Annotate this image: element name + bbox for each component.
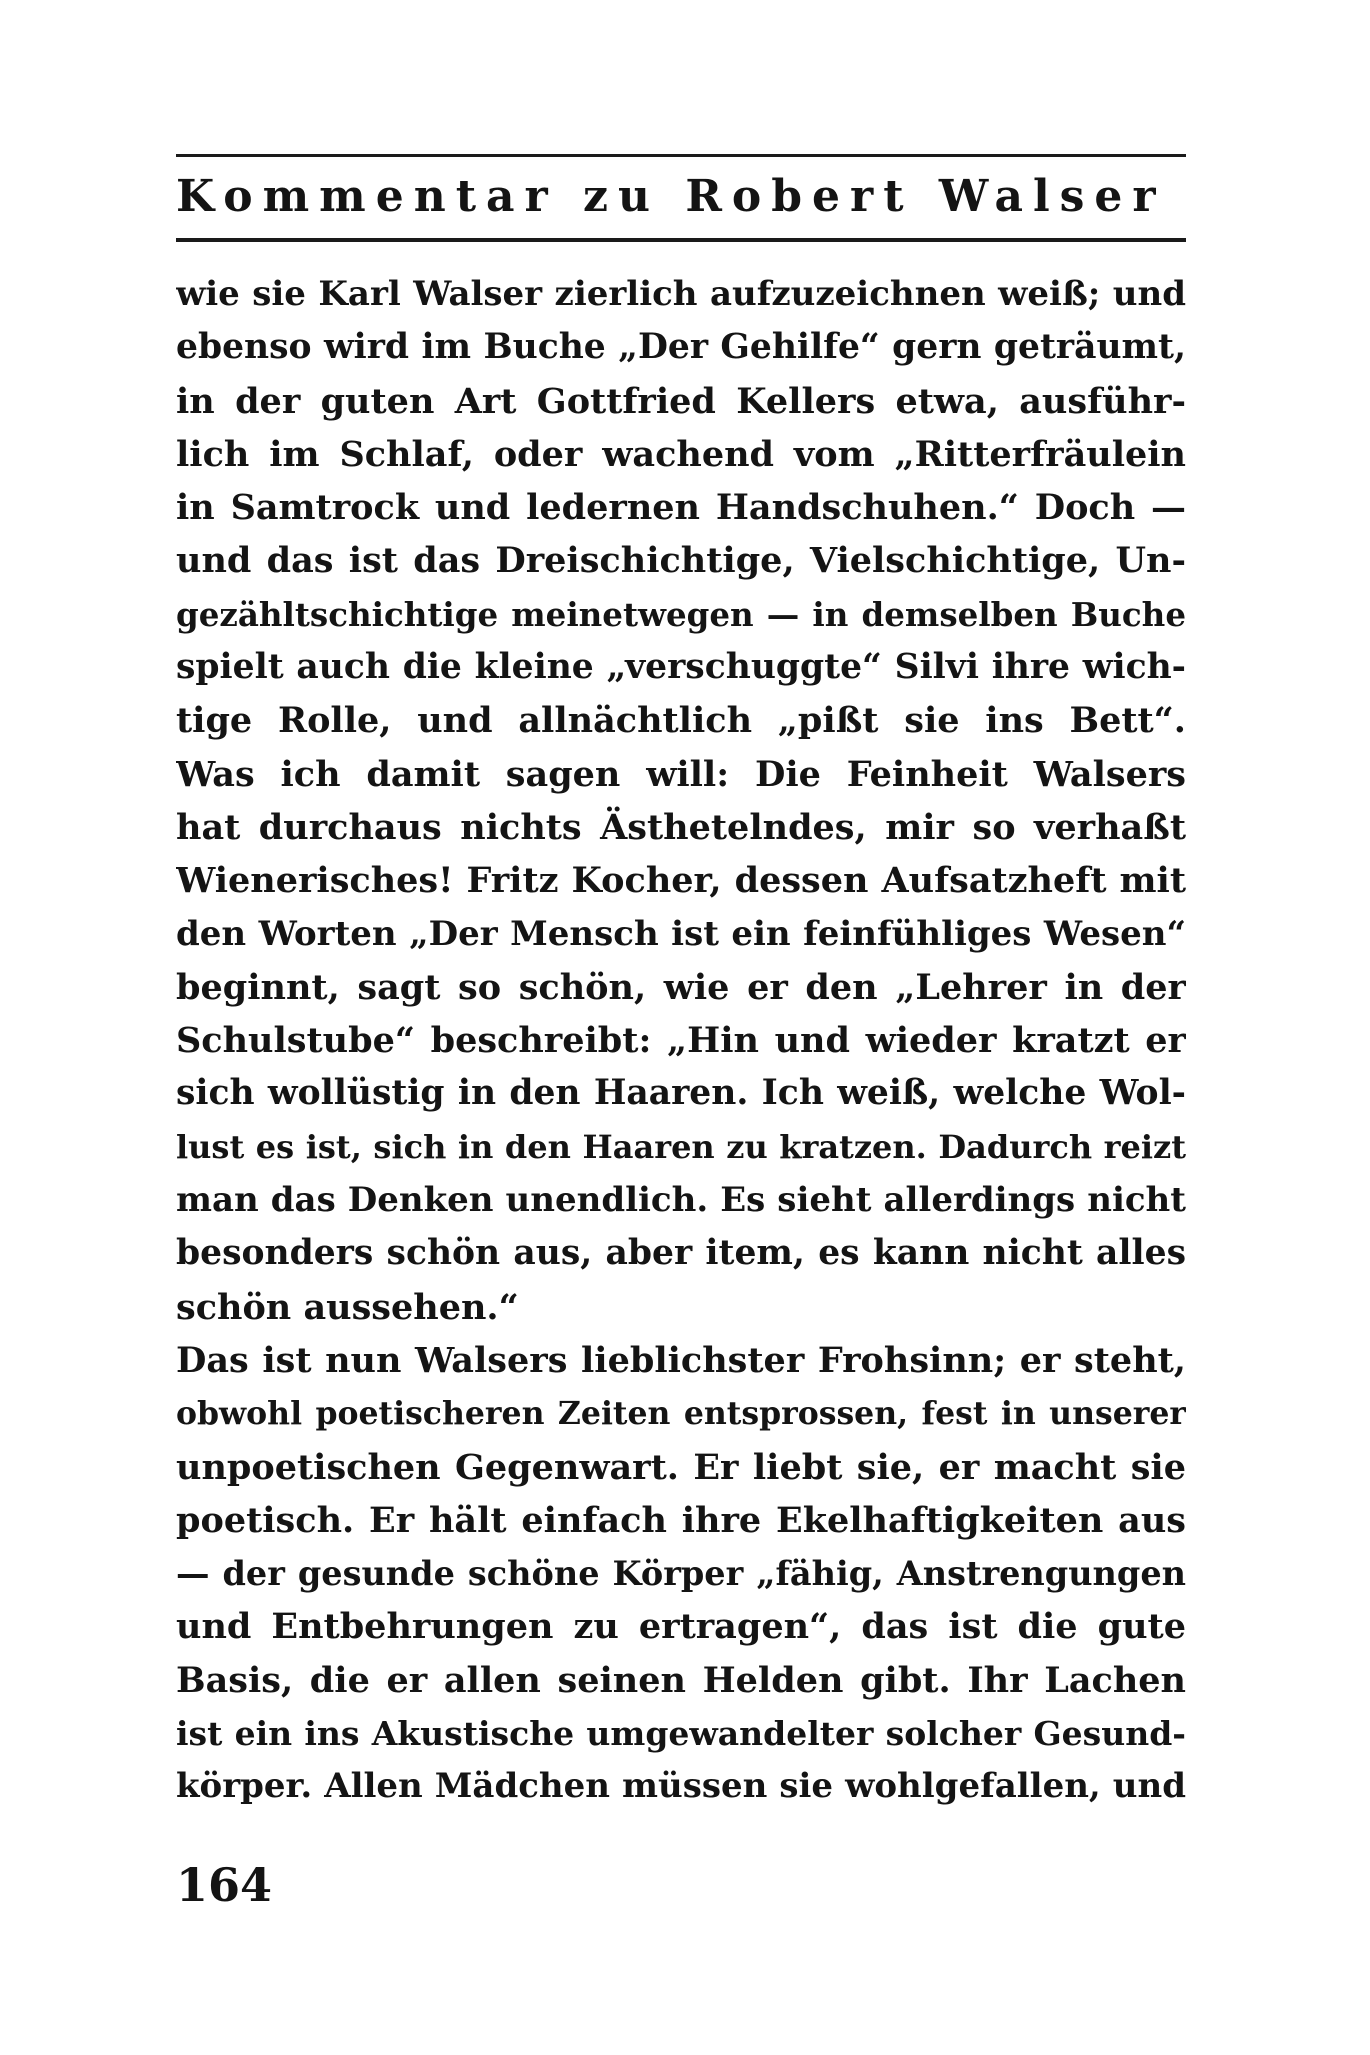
header-rule-top bbox=[176, 154, 1186, 157]
text-line: den Worten „Der Mensch ist ein feinfühliges Wesen“ bbox=[176, 913, 1186, 954]
text-line: schön aussehen.“ bbox=[176, 1286, 519, 1328]
text-line: und Entbehrungen zu ertragen“, das ist die gute bbox=[176, 1606, 1186, 1648]
header-rule-bottom bbox=[176, 238, 1186, 242]
page-number: 164 bbox=[176, 1858, 273, 1912]
text-line: beginnt, sagt so schön, wie er den „Lehrer in der bbox=[176, 966, 1186, 1008]
text-line: spielt auch die kleine „verschuggte“ Silvi ihre wich- bbox=[176, 647, 1186, 688]
text-line: poetisch. Er hält einfach ihre Ekelhaftigkeiten aus bbox=[176, 1499, 1186, 1541]
body-text bbox=[176, 268, 1186, 1814]
text-line: obwohl poetischeren Zeiten entsprossen, fest in unserer bbox=[176, 1395, 1186, 1433]
text-line: Was ich damit sagen will: Die Feinheit Walsers bbox=[176, 753, 1186, 795]
running-head: Kommentar zu Robert Walser bbox=[176, 171, 1166, 222]
text-line: hat durchaus nichts Ästhetelndes, mir so verhaßt bbox=[176, 806, 1186, 848]
text-line: wie sie Karl Walser zierlich aufzuzeichnen weiß; und bbox=[176, 274, 1186, 314]
text-line: man das Denken unendlich. Es sieht allerdings nicht bbox=[176, 1180, 1186, 1221]
text-line: sich wollüstig in den Haaren. Ich weiß, welche Wol- bbox=[176, 1073, 1186, 1114]
text-line: lich im Schlaf, oder wachend vom „Ritterfräulein bbox=[176, 433, 1186, 475]
text-line: und das ist das Dreischichtige, Vielschichtige, Un- bbox=[176, 540, 1186, 582]
text-line: — der gesunde schöne Körper „fähig, Anstrengungen bbox=[176, 1554, 1186, 1594]
text-line: Basis, die er allen seinen Helden gibt. Ihr Lachen bbox=[176, 1659, 1186, 1701]
text-line: ist ein ins Akustische umgewandelter solcher Gesund- bbox=[176, 1714, 1186, 1754]
text-line: gezähltschichtige meinetwegen — in demselben Buche bbox=[176, 594, 1186, 634]
text-line: Das ist nun Walsers lieblichster Frohsinn; er steht, bbox=[176, 1339, 1186, 1381]
text-line: lust es ist, sich in den Haaren zu kratzen. Dadurch reizt bbox=[176, 1127, 1186, 1166]
text-line: besonders schön aus, aber item, es kann nicht alles bbox=[176, 1233, 1186, 1274]
text-line: körper. Allen Mädchen müssen sie wohlgefallen, und bbox=[176, 1766, 1186, 1807]
text-line: in Samtrock und ledernen Handschuhen.“ Doch — bbox=[176, 487, 1186, 529]
text-line: tige Rolle, und allnächtlich „pißt sie ins Bett“. bbox=[176, 700, 1186, 742]
text-line: ebenso wird im Buche „Der Gehilfe“ gern geträumt, bbox=[176, 327, 1186, 368]
text-line: Wienerisches! Fritz Kocher, dessen Aufsatzheft mit bbox=[176, 860, 1186, 902]
text-line: in der guten Art Gottfried Kellers etwa, ausführ- bbox=[176, 380, 1186, 422]
text-line: unpoetischen Gegenwart. Er liebt sie, er macht sie bbox=[176, 1446, 1186, 1488]
text-line: Schulstube“ beschreibt: „Hin und wieder kratzt er bbox=[176, 1020, 1186, 1062]
